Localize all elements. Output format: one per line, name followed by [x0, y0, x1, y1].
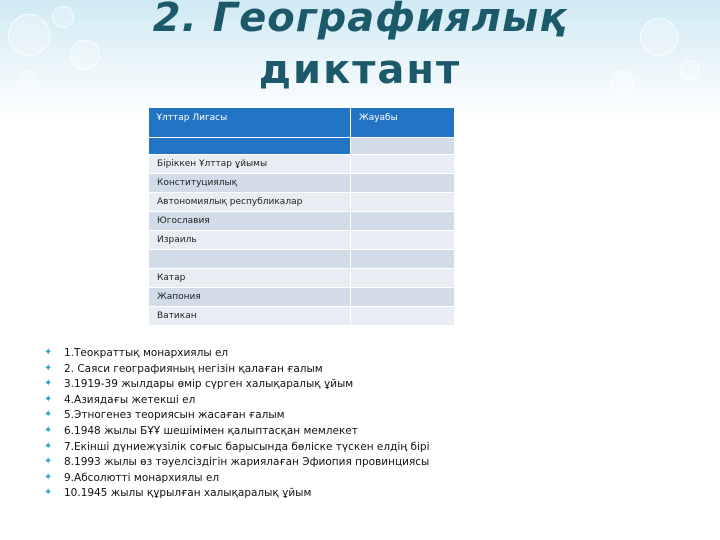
- answer-cell[interactable]: [351, 269, 455, 288]
- answer-cell[interactable]: [351, 288, 455, 307]
- question-cell: Автономиялық республикалар: [149, 193, 351, 212]
- task-text: 9.Абсолютті монархиялы ел: [64, 471, 220, 484]
- title-line-1: 2. Географиялық: [152, 0, 568, 41]
- dictation-table: [148, 108, 455, 326]
- task-text: 3.1919-39 жылдары өмір сүрген халықаралық ұйым: [64, 378, 354, 391]
- task-text: 5.Этногенез теориясын жасаған ғалым: [64, 409, 285, 422]
- table-header-row: [149, 108, 455, 138]
- task-text: 2. Саяси географияның негізін қалаған ғалым: [64, 362, 323, 375]
- list-item: [44, 424, 430, 440]
- task-text: 1.Теократтық монархиялы ел: [64, 347, 229, 359]
- list-item: [44, 486, 430, 502]
- list-item: [44, 393, 430, 409]
- bullet-icon: ✦: [44, 456, 53, 468]
- answer-cell[interactable]: [351, 250, 455, 269]
- question-cell: Біріккен Ұлттар ұйымы: [149, 155, 351, 174]
- answer-cell[interactable]: [351, 231, 455, 250]
- list-item: [44, 471, 430, 487]
- task-list: [44, 346, 430, 502]
- task-text: 7.Екінші дүниежүзілік соғыс барысында бөлiске түскен елдің бірі: [64, 440, 430, 453]
- question-cell: Ватикан: [149, 307, 351, 326]
- question-cell: [149, 250, 351, 269]
- list-item: [44, 455, 430, 471]
- bullet-icon: ✦: [44, 487, 53, 499]
- task-text: 6.1948 жылы БҰҰ шешімімен қалыптасқан мемлекет: [64, 424, 358, 437]
- question-cell: Жапония: [149, 288, 351, 307]
- answer-cell[interactable]: [351, 307, 455, 326]
- answer-cell[interactable]: [351, 155, 455, 174]
- table-row: [149, 231, 455, 250]
- bullet-icon: ✦: [44, 347, 53, 358]
- task-text: 10.1945 жылы құрылған халықаралық ұйым: [64, 487, 312, 500]
- header-sub-cell: [351, 138, 455, 155]
- question-cell: Югославия: [149, 212, 351, 231]
- bullet-icon: ✦: [44, 378, 53, 390]
- page-title: [0, 0, 720, 96]
- table-row: [149, 193, 455, 212]
- list-item: [44, 346, 430, 362]
- list-item: [44, 440, 430, 456]
- table-row: [149, 288, 455, 307]
- bullet-icon: ✦: [44, 471, 53, 483]
- list-item: [44, 408, 430, 424]
- table-header-subrow: [149, 138, 455, 155]
- question-cell: Израиль: [149, 231, 351, 250]
- table-row: [149, 307, 455, 326]
- table-row: [149, 269, 455, 288]
- question-cell: Конституциялық: [149, 174, 351, 193]
- column-header-answer: Жауабы: [351, 108, 455, 138]
- table-row: [149, 250, 455, 269]
- answer-cell[interactable]: [351, 212, 455, 231]
- task-text: 4.Азиядағы жетекші ел: [64, 393, 196, 406]
- bullet-icon: ✦: [44, 393, 53, 405]
- column-header-question: Ұлттар Лигасы: [149, 108, 351, 138]
- bullet-icon: ✦: [44, 409, 53, 421]
- table-row: [149, 174, 455, 193]
- question-cell: Катар: [149, 269, 351, 288]
- list-item: [44, 362, 430, 378]
- task-text: 8.1993 жылы өз тәуелсіздігін жариялаған Эфиопия провинциясы: [64, 456, 430, 469]
- header-sub-cell: [149, 138, 351, 155]
- title-line-2: диктант: [258, 47, 462, 93]
- answer-cell[interactable]: [351, 174, 455, 193]
- table-row: [149, 212, 455, 231]
- bullet-icon: ✦: [44, 424, 53, 436]
- bullet-icon: ✦: [44, 362, 53, 374]
- list-item: [44, 377, 430, 393]
- answer-cell[interactable]: [351, 193, 455, 212]
- bullet-icon: ✦: [44, 440, 53, 452]
- table-row: [149, 155, 455, 174]
